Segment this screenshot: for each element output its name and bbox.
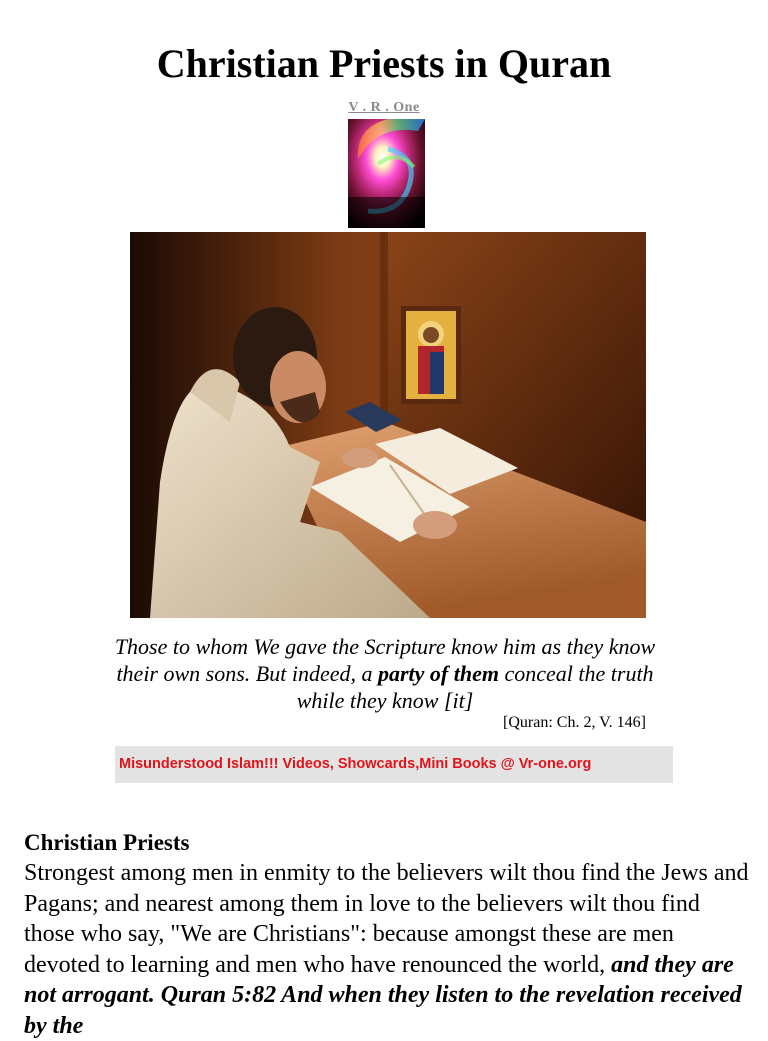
- spiral-rainbow-logo: [348, 119, 425, 228]
- quote-text-end: conceal the truth while they know [it]: [296, 661, 654, 713]
- scripture-quote: [110, 633, 660, 714]
- author-link[interactable]: V . R . One: [348, 100, 420, 115]
- promo-banner-link[interactable]: Misunderstood Islam!!! Videos, Showcards,Mini Books @ Vr-one.org: [115, 746, 673, 783]
- body-text-emphasis: and they are not arrogant. Quran 5:82 And when they listen to the revelation received by the: [24, 951, 742, 1039]
- document-title: Christian Priests in Quran: [156, 41, 612, 86]
- quote-citation: [Quran: Ch. 2, V. 146]: [503, 714, 646, 731]
- quote-text-start: Those to whom We gave the Scripture know him as they know their own sons. But indeed, a: [114, 634, 656, 686]
- monk-reading-scripture-photo: [130, 232, 646, 618]
- quote-text-bold: party of them: [377, 661, 499, 686]
- section-heading: Christian Priests: [24, 830, 190, 855]
- body-text-plain: Strongest among men in enmity to the believers wilt thou find the Jews and Pagans; and nearest among them in love to the believers wilt thou find those who say, "We are Christians": because amongst these are men devoted to learning and men who have renounced the world,: [24, 860, 749, 978]
- section-body-text: [24, 858, 754, 1041]
